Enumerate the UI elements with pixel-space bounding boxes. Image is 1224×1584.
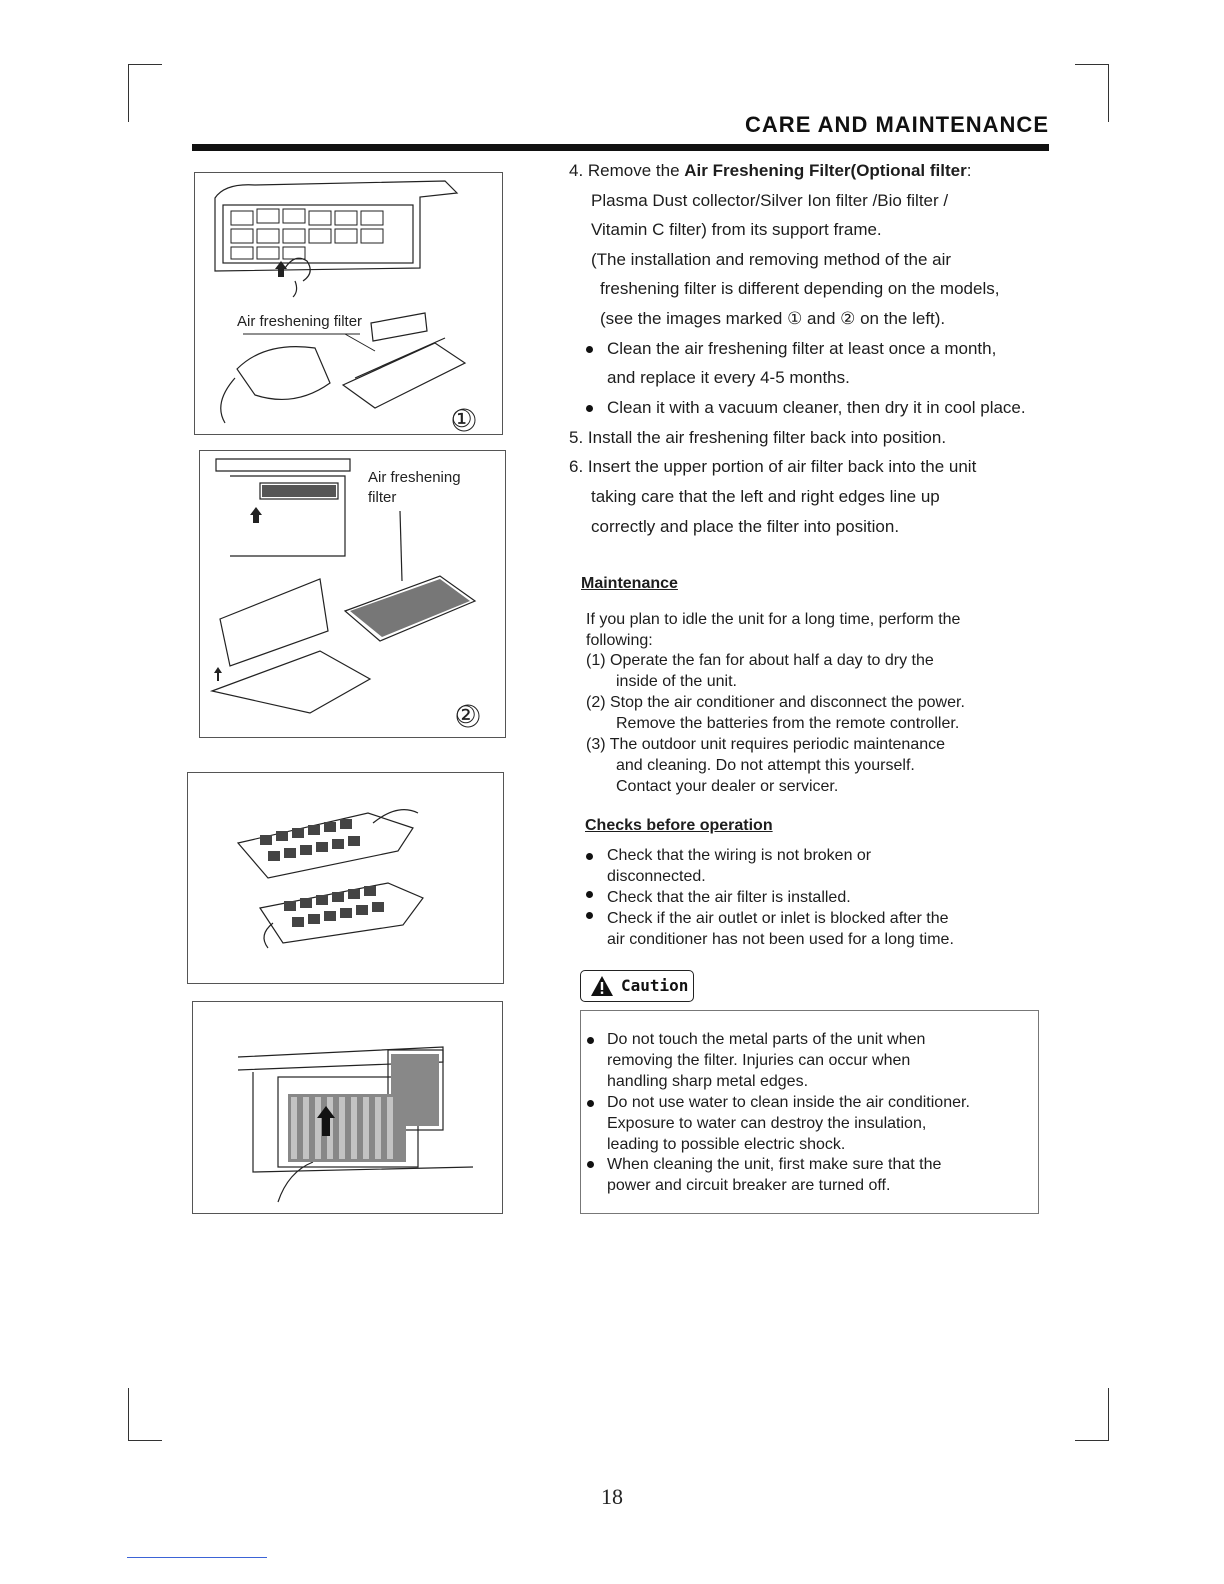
crop-mark-bottom-left-v	[128, 1388, 129, 1440]
crop-mark-bottom-right-v	[1108, 1388, 1109, 1440]
figure-air-freshening-filter-1	[194, 172, 503, 435]
figure-2-label-line2: filter	[368, 489, 397, 506]
bullet-dot	[586, 405, 593, 412]
step-4-line-4: (The installation and removing method of the air	[591, 250, 952, 269]
caution-2-line-2: Exposure to water can destroy the insulation,	[607, 1115, 927, 1132]
bullet-dot	[587, 1100, 594, 1107]
step-4-prefix: 4. Remove the	[569, 161, 685, 180]
maintenance-item-3-line-1: (3) The outdoor unit requires periodic maintenance	[586, 736, 946, 753]
crop-mark-top-right-h	[1075, 64, 1109, 65]
caution-badge	[580, 970, 694, 1002]
warning-triangle-icon	[590, 975, 614, 997]
maintenance-item-2-line-1: (2) Stop the air conditioner and disconnect the power.	[586, 694, 965, 711]
bullet-dot	[586, 853, 593, 860]
maintenance-intro-line-1: If you plan to idle the unit for a long time, perform the	[586, 611, 961, 628]
caution-1-line-1: Do not touch the metal parts of the unit when	[607, 1031, 926, 1048]
step-4-line-2: Plasma Dust collector/Silver Ion filter /Bio filter /	[591, 191, 949, 210]
step-4-line-3: Vitamin C filter) from its support frame.	[591, 220, 882, 239]
step-4-line-5: freshening filter is different depending on the models,	[600, 279, 1000, 298]
crop-mark-top-right-v	[1108, 64, 1109, 122]
caution-1-line-2: removing the filter. Injuries can occur when	[607, 1052, 911, 1069]
check-1-line-2: disconnected.	[607, 868, 706, 885]
maintenance-item-1-line-1: (1) Operate the fan for about half a day to dry the	[586, 652, 934, 669]
crop-mark-bottom-right-h	[1075, 1440, 1109, 1441]
caution-2-line-3: leading to possible electric shock.	[607, 1136, 846, 1153]
filter-insertion-illustration	[193, 1002, 502, 1213]
crop-mark-top-left-v	[128, 64, 129, 122]
bullet-dot	[587, 1037, 594, 1044]
step-6-line-1: 6. Insert the upper portion of air filter back into the unit	[569, 457, 977, 476]
bullet-dot	[586, 891, 593, 898]
bullet-dot	[586, 346, 593, 353]
check-3-line-2: air conditioner has not been used for a long time.	[607, 931, 954, 948]
figure-1-marker: ①	[451, 406, 473, 433]
check-3-line-1: Check if the air outlet or inlet is blocked after the	[607, 910, 949, 927]
figure-1-label: Air freshening filter	[237, 313, 363, 330]
check-2-line-1: Check that the air filter is installed.	[607, 889, 851, 906]
page-title: CARE AND MAINTENANCE	[745, 112, 1049, 137]
page-number: 18	[601, 1484, 623, 1509]
bullet-dot	[587, 1161, 594, 1168]
figure-air-freshening-filter-2	[199, 450, 506, 738]
figure-2-marker: ②	[455, 702, 477, 729]
figure-filter-insertion	[192, 1001, 503, 1214]
caution-label: Caution	[621, 976, 689, 995]
step-4-bold: Air Freshening Filter(Optional filter	[684, 161, 967, 180]
step-6-line-3: correctly and place the filter into position.	[591, 517, 900, 536]
indoor-unit-illustration-1	[195, 173, 502, 434]
bullet-dot	[586, 912, 593, 919]
caution-2-line-1: Do not use water to clean inside the air conditioner.	[607, 1094, 970, 1111]
crop-mark-top-left-h	[128, 64, 162, 65]
step-5: 5. Install the air freshening filter back into position.	[569, 428, 947, 447]
check-1-line-1: Check that the wiring is not broken or	[607, 847, 872, 864]
checks-heading: Checks before operation	[585, 817, 773, 834]
bullet-2-line-1: Clean it with a vacuum cleaner, then dry it in cool place.	[607, 398, 1026, 417]
caution-3-line-2: power and circuit breaker are turned off.	[607, 1177, 891, 1194]
bullet-1-line-2: and replace it every 4-5 months.	[607, 368, 850, 387]
caution-1-line-3: handling sharp metal edges.	[607, 1073, 809, 1090]
figure-2-label-line1: Air freshening	[368, 469, 461, 486]
figure-filter-cleaning	[187, 772, 504, 984]
maintenance-heading: Maintenance	[581, 575, 678, 592]
header-rule	[192, 144, 1049, 151]
maintenance-item-1-line-2: inside of the unit.	[616, 673, 737, 690]
step-6-line-2: taking care that the left and right edges line up	[591, 487, 940, 506]
bullet-1-line-1: Clean the air freshening filter at least once a month,	[607, 339, 997, 358]
maintenance-item-3-line-3: Contact your dealer or servicer.	[616, 778, 839, 795]
step-4-suffix: :	[966, 161, 972, 180]
maintenance-item-3-line-2: and cleaning. Do not attempt this yourself.	[616, 757, 915, 774]
maintenance-item-2-line-2: Remove the batteries from the remote controller.	[616, 715, 960, 732]
crop-mark-bottom-left-h	[128, 1440, 162, 1441]
caution-3-line-1: When cleaning the unit, first make sure that the	[607, 1156, 942, 1173]
filter-cleaning-illustration	[188, 773, 503, 983]
indoor-unit-illustration-2	[200, 451, 505, 737]
step-4-line-6: (see the images marked ① and ② on the left).	[600, 309, 946, 328]
maintenance-intro-line-2: following:	[586, 632, 653, 649]
footer-link-line	[127, 1557, 267, 1558]
caution-box	[580, 1010, 1039, 1214]
step-4-line-1	[569, 160, 971, 182]
